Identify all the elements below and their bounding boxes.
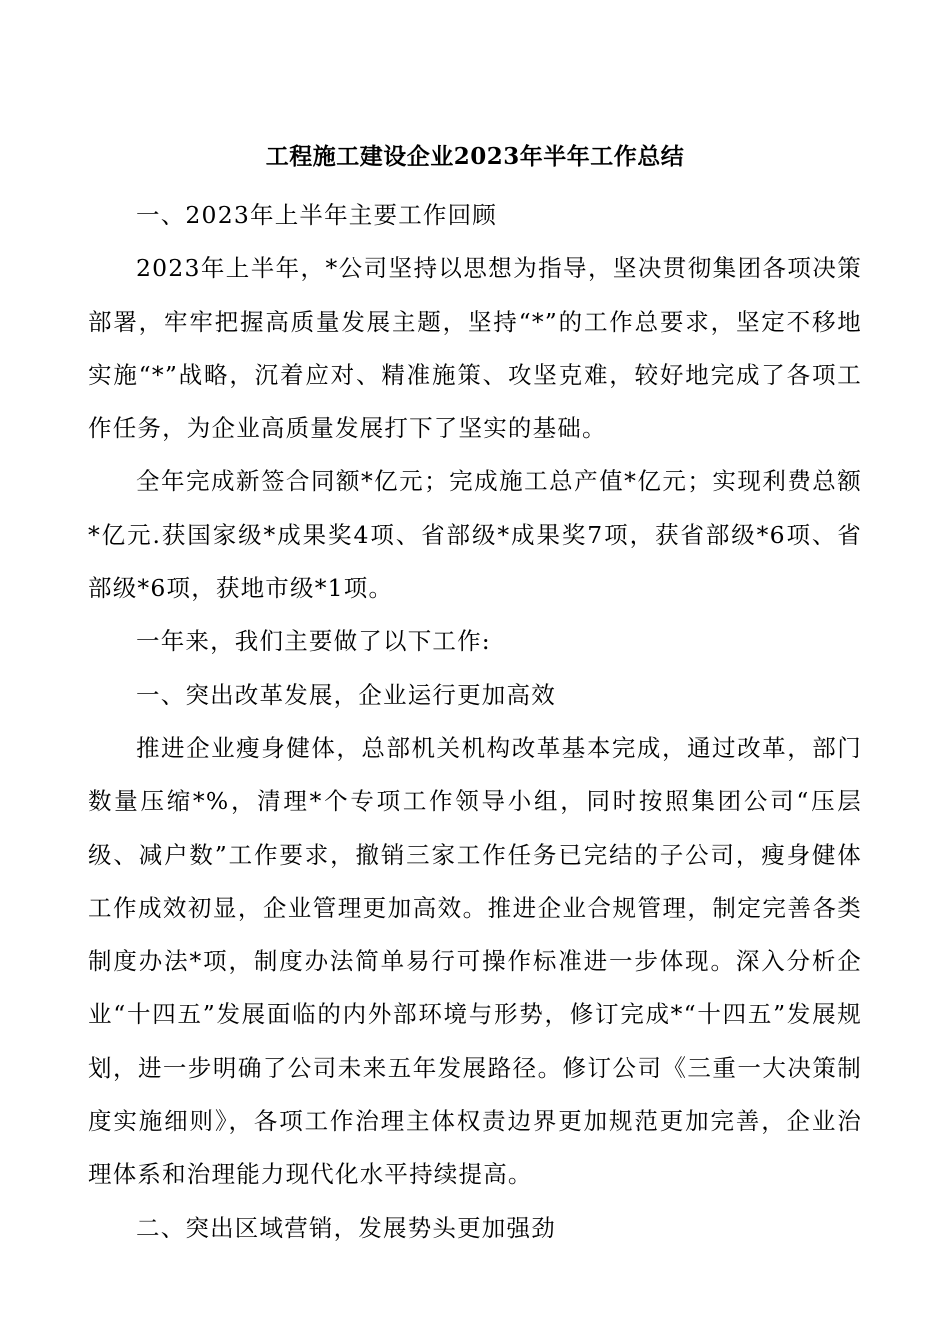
paragraph-overview: 2023年上半年，*公司坚持以思想为指导，坚决贯彻集团各项决策部署，牢牢把握高质量发展主题，坚持“*”的工作总要求，坚定不移地实施“*”战略，沉着应对、精准施策、攻坚克难，较好地完成了各项工作任务，为企业高质量发展打下了坚实的基础。 (88, 254, 862, 443)
section-heading-marketing: 二、突出区域营销，发展势头更加强劲 (136, 1213, 556, 1242)
document-body (88, 189, 862, 1255)
document-title: 工程施工建设企业2023年半年工作总结 (265, 143, 685, 170)
section-heading-review: 一、2023年上半年主要工作回顾 (136, 201, 498, 229)
intro-line: 一年来，我们主要做了以下工作: (136, 627, 491, 656)
paragraph-results: 全年完成新签合同额*亿元；完成施工总产值*亿元；实现利费总额*亿元.获国家级*成果奖4项、省部级*成果奖7项，获省部级*6项、省部级*6项，获地市级*1项。 (88, 467, 862, 603)
section-heading-reform: 一、突出改革发展，企业运行更加高效 (136, 680, 556, 709)
paragraph-reform: 推进企业瘦身健体，总部机关机构改革基本完成，通过改革，部门数量压缩*%，清理*个专项工作领导小组，同时按照集团公司“压层级、减户数”工作要求，撤销三家工作任务已完结的子公司，瘦身健体工作成效初显，企业管理更加高效。推进企业合规管理，制定完善各类制度办法*项，制度办法简单易行可操作标准进一步体现。深入分析企业“十四五”发展面临的内外部环境与形势，修订完成*“十四五”发展规划，进一步明确了公司未来五年发展路径。修订公司《三重一大决策制度实施细则》，各项工作治理主体权责边界更加规范更加完善，企业治理体系和治理能力现代化水平持续提高。 (88, 733, 862, 1189)
